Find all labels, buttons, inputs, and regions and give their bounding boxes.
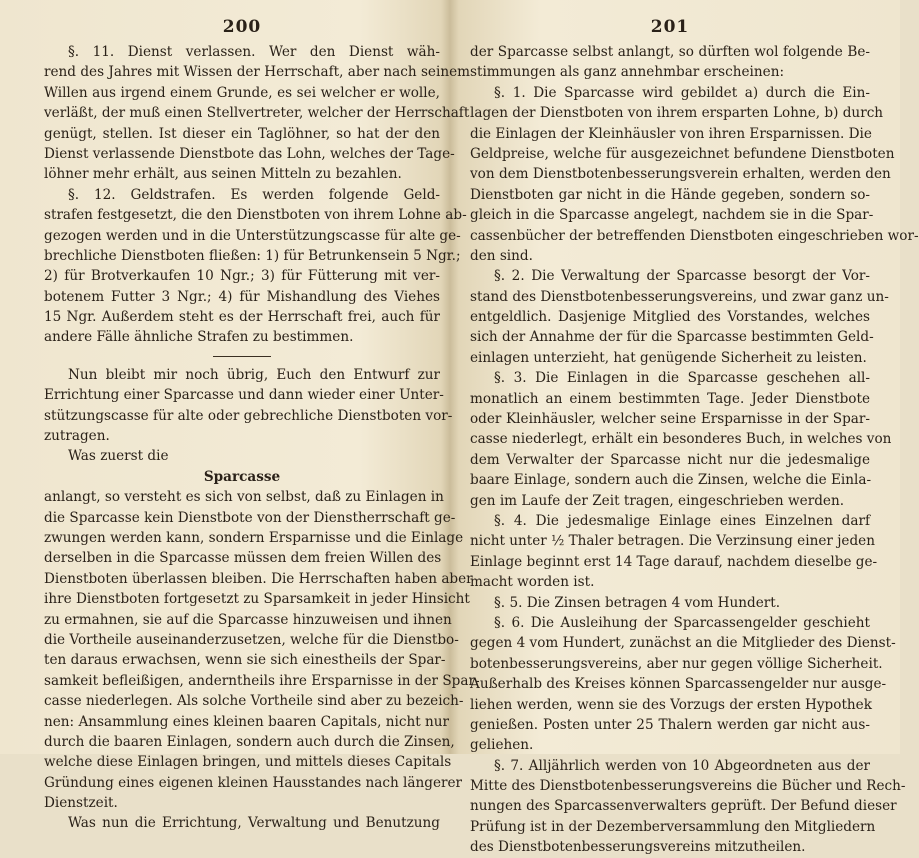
text-line: Prüfung ist in der Dezemberversammlung den Mitgliedern	[470, 818, 876, 835]
text-line: des Dienstbotenbesserungsvereins mitzutheilen.	[470, 839, 806, 856]
text-line: oder Kleinhäusler, welcher seine Ersparnisse in der Spar-	[470, 411, 870, 428]
text-line: 2) für Brotverkaufen 10 Ngr.; 3) für Fütterung mit ver-	[44, 268, 440, 285]
text-line: zwungen werden kann, sondern Ersparnisse und die Einlage	[44, 529, 464, 546]
text-line: §. 7. Alljährlich werden von 10 Abgeordneten aus der	[494, 757, 870, 774]
text-line: zu ermahnen, sie auf die Sparcasse hinzuweisen und ihnen	[44, 611, 452, 628]
text-line: samkeit befleißigen, anderntheils ihre Ersparnisse in der Spar-	[44, 672, 480, 689]
text-line: welche diese Einlagen bringen, und mittels dieses Capitals	[44, 754, 452, 771]
text-line: einlagen unterzieht, hat genügende Sicherheit zu leisten.	[470, 349, 867, 366]
text-line: Willen aus irgend einem Grunde, es sei welcher er wolle,	[44, 84, 440, 101]
text-line: cassenbücher der betreffenden Dienstboten eingeschrieben wor-	[470, 227, 919, 244]
text-line: genügt, stellen. Ist dieser ein Taglöhner, so hat der den	[44, 125, 440, 142]
text-line: ten daraus erwachsen, wenn sie sich einestheils der Spar-	[44, 652, 446, 669]
text-line: Errichtung einer Sparcasse und dann wieder einer Unter-	[44, 387, 444, 404]
text-line: die Einlagen der Kleinhäusler von ihren Ersparnissen. Die	[470, 125, 872, 142]
text-line: der Sparcasse selbst anlangt, so dürften wol folgende Be-	[470, 44, 870, 60]
text-line: gegen 4 vom Hundert, zunächst an die Mitglieder des Dienst-	[470, 635, 896, 652]
text-line: §. 3. Die Einlagen in die Sparcasse geschehen all-	[494, 370, 870, 387]
text-line: ihre Dienstboten fortgesetzt zu Sparsamkeit in jeder Hinsicht	[44, 591, 470, 608]
section-heading: Sparcasse	[203, 468, 281, 485]
page-number: 201	[650, 17, 690, 37]
text-line: stützungscasse für alte oder gebrechliche Dienstboten vor-	[44, 407, 453, 424]
text-line: Außerhalb des Kreises können Sparcassengelder nur ausge-	[470, 676, 887, 693]
paragraph-sparcasse	[44, 487, 480, 834]
text-line: durch die baaren Einlagen, sondern auch durch die Zinsen,	[44, 733, 455, 750]
text-line: nungen des Sparcassenverwalters geprüft. Der Befund dieser	[470, 798, 897, 815]
text-line: Geldpreise, welche für ausgezeichnet befundene Dienstboten	[470, 145, 895, 162]
paragraph-bestimmungen	[470, 42, 919, 858]
text-line: Was zuerst die	[68, 448, 169, 465]
text-line: sich der Annahme der für die Sparcasse bestimmten Geld-	[470, 329, 874, 346]
text-line: §. 4. Die jedesmalige Einlage eines Einzelnen darf	[494, 512, 870, 529]
text-line: Dienstboten überlassen bleiben. Die Herrschaften haben aber	[44, 570, 473, 587]
section-divider	[213, 356, 271, 357]
text-line: nen: Ansammlung eines kleinen baaren Capitals, nicht nur	[44, 713, 449, 730]
text-line: monatlich an einem bestimmten Tage. Jeder Dienstbote	[470, 390, 870, 407]
text-line: entgeldlich. Dasjenige Mitglied des Vorstandes, welches	[470, 309, 870, 326]
text-line: gezogen werden und in die Unterstützungscasse für alte ge-	[44, 227, 461, 244]
text-line: macht worden ist.	[470, 574, 595, 591]
text-line: nicht unter ½ Thaler betragen. Die Verzinsung einer jeden	[470, 533, 875, 550]
text-line: casse niederlegen. Als solche Vortheile sind aber zu bezeich-	[44, 693, 464, 710]
text-line: §. 6. Die Ausleihung der Sparcassengelder geschieht	[494, 614, 870, 631]
text-line: Gründung eines eigenen kleinen Hausstandes nach längerer	[44, 774, 463, 791]
text-line: baare Einlage, sondern auch die Zinsen, welche die Einla-	[470, 472, 872, 489]
text-line: löhner mehr erhält, aus seinen Mitteln zu bezahlen.	[44, 166, 402, 183]
text-line: dem Verwalter der Sparcasse nicht nur die jedesmalige	[470, 451, 870, 468]
text-line: brechliche Dienstboten fließen: 1) für Betrunkensein 5 Ngr.;	[44, 247, 461, 264]
text-line: Was nun die Errichtung, Verwaltung und Benutzung	[68, 815, 440, 832]
text-line: §. 11. Dienst verlassen. Wer den Dienst wäh-	[68, 44, 440, 60]
left-page	[44, 12, 480, 832]
text-line: Einlage beginnt erst 14 Tage darauf, nachdem dieselbe ge-	[470, 553, 878, 570]
text-line: die Vortheile auseinanderzusetzen, welche für die Dienstbo-	[44, 631, 459, 648]
text-line: von dem Dienstbotenbesserungsverein erhalten, werden den	[470, 166, 891, 183]
text-line: strafen festgesetzt, die den Dienstboten von ihrem Lohne ab-	[44, 207, 467, 224]
text-line: botenem Futter 3 Ngr.; 4) für Mishandlung des Viehes	[44, 288, 440, 305]
text-line: die Sparcasse kein Dienstbote von der Dienstherrschaft ge-	[44, 509, 456, 526]
text-line: stimmungen als ganz annehmbar erscheinen:	[470, 64, 785, 81]
text-line: genießen. Posten unter 25 Thalern werden gar nicht aus-	[470, 716, 870, 733]
right-page	[470, 12, 919, 856]
text-line: anlangt, so versteht es sich von selbst, daß zu Einlagen in	[44, 489, 444, 506]
text-line: botenbesserungsvereins, aber nur gegen völlige Sicherheit.	[470, 655, 883, 672]
text-line: verläßt, der muß einen Stellvertreter, welcher der Herrschaft	[44, 105, 470, 122]
text-line: 15 Ngr. Außerdem steht es der Herrschaft frei, auch für	[44, 309, 440, 326]
text-line: andere Fälle ähnliche Strafen zu bestimmen.	[44, 329, 354, 346]
text-line: Nun bleibt mir noch übrig, Euch den Entwurf zur	[68, 366, 440, 383]
text-line: Dienst verlassende Dienstbote das Lohn, welches der Tage-	[44, 145, 455, 162]
text-line: derselben in die Sparcasse müssen dem freien Willen des	[44, 550, 442, 567]
text-line: Mitte des Dienstbotenbesserungsvereins die Bücher und Rech-	[470, 778, 906, 795]
text-line: rend des Jahres mit Wissen der Herrschaft, aber nach seinem	[44, 64, 471, 81]
text-line: casse niederlegt, erhält ein besonderes Buch, in welches von	[470, 431, 892, 448]
text-line: §. 1. Die Sparcasse wird gebildet a) durch die Ein-	[494, 84, 870, 101]
text-line: gleich in die Sparcasse angelegt, nachdem sie in die Spar-	[470, 207, 874, 224]
paragraph-entwurf	[44, 365, 453, 467]
text-line: liehen werden, wenn sie des Vorzugs der ersten Hypothek	[470, 696, 872, 713]
text-line: §. 5. Die Zinsen betragen 4 vom Hundert.	[494, 594, 781, 611]
text-line: lagen der Dienstboten von ihrem ersparten Lohne, b) durch	[470, 105, 884, 122]
page-number: 200	[222, 17, 262, 37]
text-line: §. 2. Die Verwaltung der Sparcasse besorgt der Vor-	[494, 268, 870, 285]
text-line: §. 12. Geldstrafen. Es werden folgende Geld-	[68, 186, 440, 203]
text-line: stand des Dienstbotenbesserungsvereins, und zwar ganz un-	[470, 288, 889, 305]
paragraph-dienst-geldstrafen	[44, 42, 471, 348]
text-line: gen im Laufe der Zeit tragen, eingeschrieben werden.	[470, 492, 845, 509]
text-line: Dienstboten gar nicht in die Hände gegeben, sondern so-	[470, 186, 870, 203]
text-line: Dienstzeit.	[44, 795, 118, 812]
text-line: geliehen.	[470, 737, 534, 754]
text-line: zutragen.	[44, 428, 110, 445]
text-line: den sind.	[470, 247, 533, 264]
